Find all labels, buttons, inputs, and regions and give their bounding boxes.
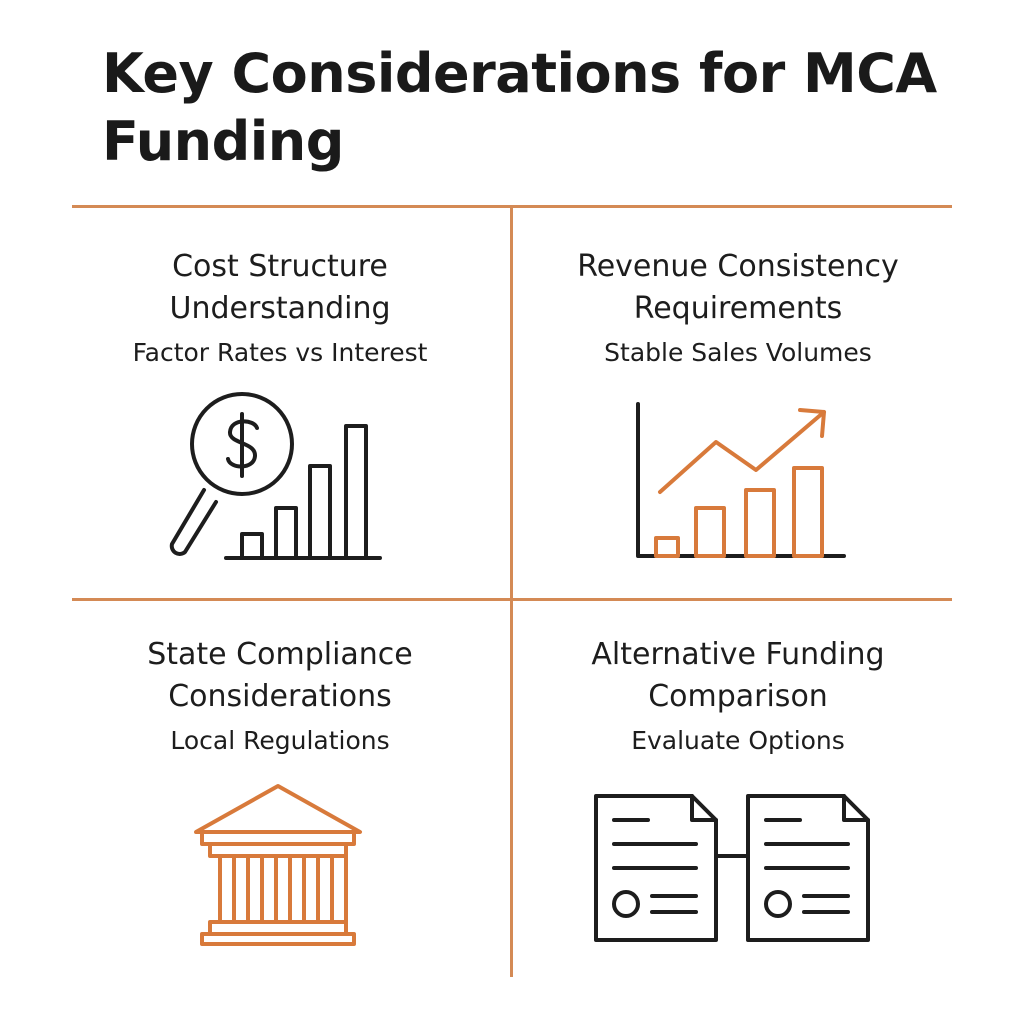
card-revenue-consistency [518, 246, 958, 370]
card-heading: Revenue Consistency Requirements [577, 249, 899, 326]
card-subheading: Local Regulations [170, 726, 390, 755]
card-alternative-funding [518, 634, 958, 758]
page-title: Key Considerations for MCA Funding [102, 42, 937, 173]
card-subheading: Factor Rates vs Interest [132, 338, 428, 367]
card-cost-structure [60, 246, 500, 370]
card-heading: State Compliance Considerations [147, 637, 413, 714]
card-subheading: Stable Sales Volumes [604, 338, 872, 367]
two-documents-comparison-icon [592, 792, 874, 944]
government-building-icon [188, 780, 368, 946]
card-subheading: Evaluate Options [631, 726, 845, 755]
rising-bar-chart-arrow-icon [632, 400, 852, 566]
center-divider [510, 207, 513, 977]
card-heading: Alternative Funding Comparison [591, 637, 885, 714]
magnifier-dollar-bar-chart-icon [160, 392, 390, 572]
card-heading: Cost Structure Understanding [169, 249, 391, 326]
card-state-compliance [60, 634, 500, 758]
